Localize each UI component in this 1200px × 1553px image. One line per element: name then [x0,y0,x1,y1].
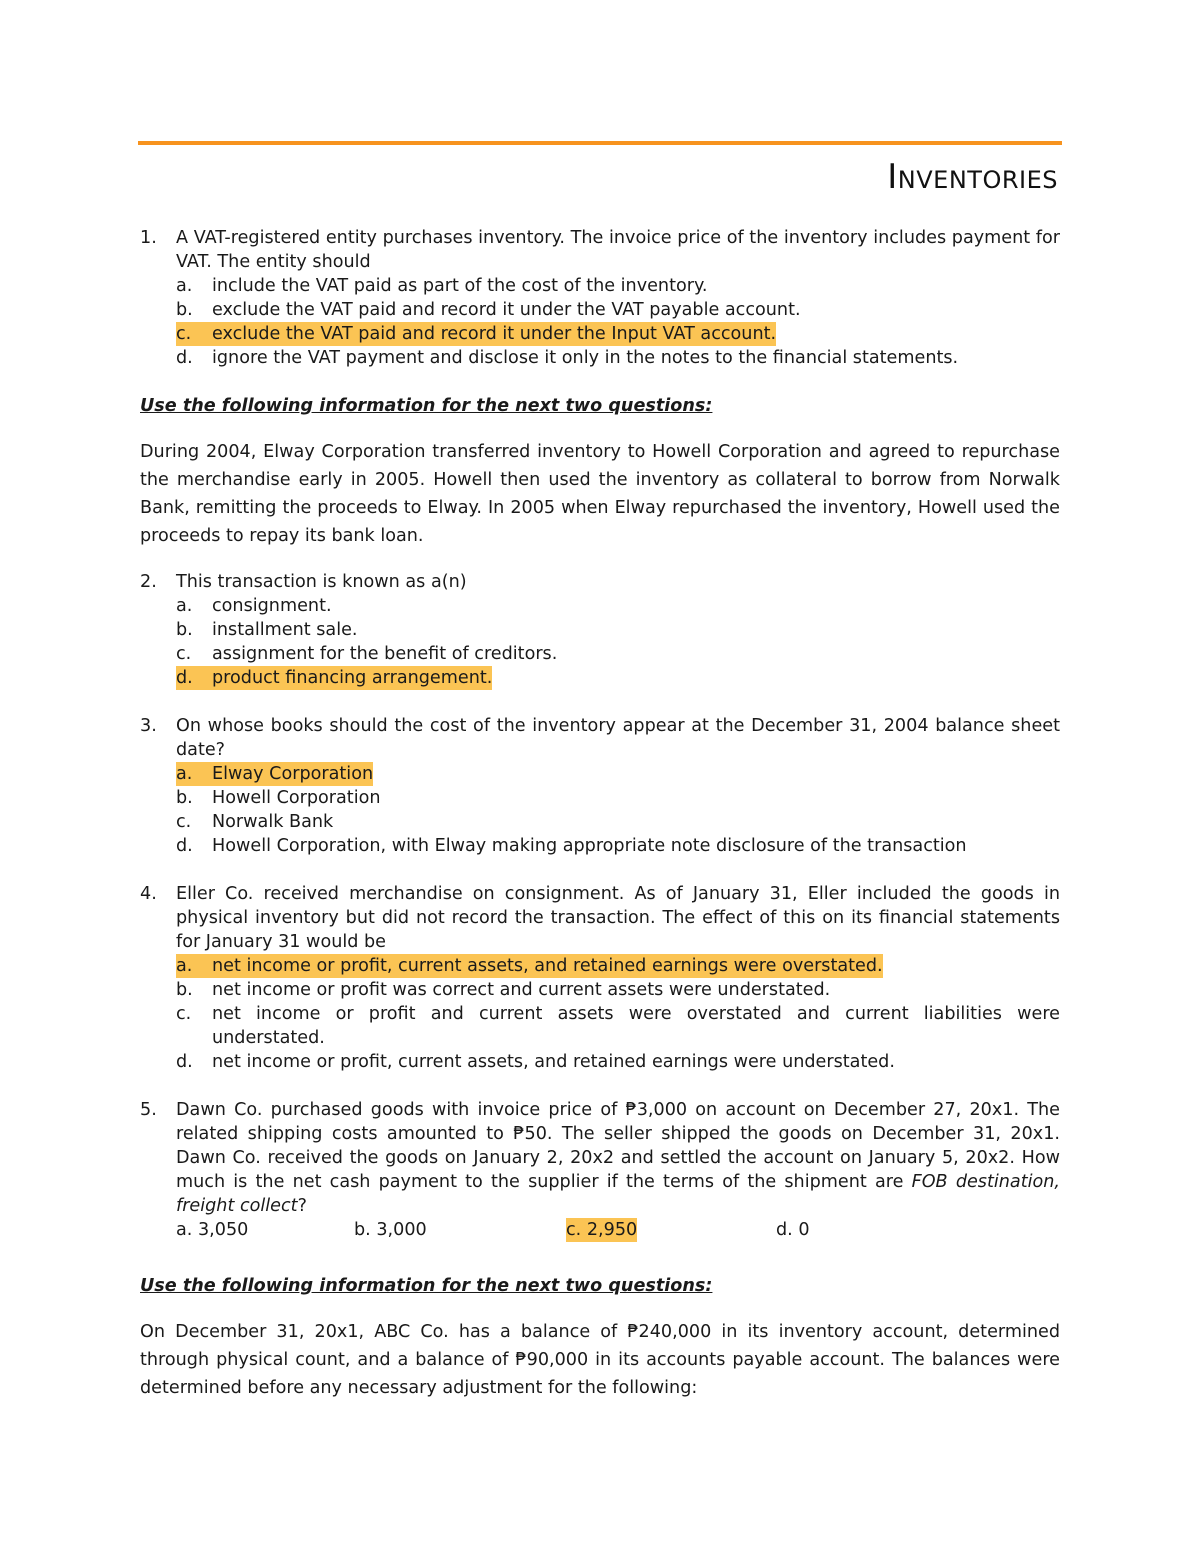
question-stem [176,1098,1060,1218]
option-text: installment sale. [212,620,358,640]
option-text: exclude the VAT paid and record it under the VAT payable account. [212,300,801,320]
question-number: 5. [140,1100,157,1120]
option-text: Elway Corporation [212,764,374,784]
option-text: assignment for the benefit of creditors. [212,644,558,664]
option-a-highlighted [176,954,1060,978]
page-title: Inventories [887,157,1058,197]
section-heading: Use the following information for the next two questions: [140,1276,713,1296]
option-c-highlighted [176,322,1060,346]
option-letter: d. [176,836,193,856]
question-stem: Eller Co. received merchandise on consignment. As of January 31, Eller included the goods in physical inventory but did not record the transaction. The effect of this on its financial statements for January 31 would be [176,884,1060,952]
section-heading: Use the following information for the next two questions: [140,396,713,416]
answer-a: a. 3,050 [176,1220,249,1240]
option-letter: a. [176,956,193,976]
question-number: 2. [140,572,157,592]
option-text: net income or profit, current assets, and retained earnings were understated. [212,1052,895,1072]
option-d [176,1050,1060,1074]
section-paragraph: During 2004, Elway Corporation transferred inventory to Howell Corporation and agreed to repurchase the merchandise early in 2005. Howell then used the inventory as collateral to borrow from Norwalk Bank, remitting the proceeds to Elway. In 2005 when Elway repurchased the inventory, Howell used the proceeds to repay its bank loan. [140,442,1060,546]
question-1 [140,226,1060,370]
option-text: Howell Corporation [212,788,381,808]
option-c [176,642,1060,666]
option-d-highlighted [176,666,1060,690]
option-text: net income or profit, current assets, and retained earnings were overstated. [212,956,883,976]
option-letter: c. [176,812,192,832]
option-letter: b. [176,980,193,1000]
option-text: net income or profit and current assets were overstated and current liabilities were understated. [212,1004,1060,1048]
content [140,226,1060,1402]
option-letter: a. [176,276,193,296]
option-b [176,786,1060,810]
header-rule [138,141,1062,145]
option-d [176,834,1060,858]
option-d [176,346,1060,370]
option-letter: a. [176,764,193,784]
option-text: Norwalk Bank [212,812,334,832]
question-stem: On whose books should the cost of the inventory appear at the December 31, 2004 balance sheet date? [176,716,1060,760]
option-c [176,810,1060,834]
question-number: 1. [140,228,157,248]
option-letter: b. [176,300,193,320]
option-b [176,618,1060,642]
question-stem: This transaction is known as a(n) [176,572,467,592]
question-number: 4. [140,884,157,904]
option-a [176,274,1060,298]
question-stem: A VAT-registered entity purchases inventory. The invoice price of the inventory includes payment for VAT. The entity should [176,228,1060,272]
question-number: 3. [140,716,157,736]
option-letter: c. [176,1004,192,1024]
answer-b: b. 3,000 [354,1220,427,1240]
answer-c-highlighted: c. 2,950 [566,1220,638,1240]
stem-italic-terms: FOB destination, freight collect [176,1172,1060,1216]
answer-d: d. 0 [776,1220,810,1240]
option-text: consignment. [212,596,332,616]
option-a [176,594,1060,618]
question-5 [140,1098,1060,1242]
stem-text: Dawn Co. purchased goods with invoice price of ₱3,000 on account on December 27, 20x1. The related shipping costs amounted to ₱50. The seller shipped the goods on December 31, 20x1. Dawn Co. received the goods on January 2, 20x2 and settled the account on January 5, 20x2. How much is the net cash payment to the supplier if the terms of the shipment are [176,1100,1060,1192]
stem-end: ? [297,1196,307,1216]
option-letter: c. [176,324,192,344]
option-letter: d. [176,348,193,368]
option-a-highlighted [176,762,1060,786]
answer-row [176,1218,1060,1242]
option-b [176,298,1060,322]
option-letter: d. [176,1052,193,1072]
option-letter: a. [176,596,193,616]
option-letter: c. [176,644,192,664]
question-2 [140,570,1060,690]
option-b [176,978,1060,1002]
option-text: net income or profit was correct and current assets were understated. [212,980,831,1000]
option-text: Howell Corporation, with Elway making appropriate note disclosure of the transaction [212,836,967,856]
option-letter: b. [176,620,193,640]
option-text: ignore the VAT payment and disclose it only in the notes to the financial statements. [212,348,959,368]
option-letter: b. [176,788,193,808]
question-4 [140,882,1060,1074]
option-letter: d. [176,668,193,688]
option-c [176,1002,1060,1050]
option-text: include the VAT paid as part of the cost of the inventory. [212,276,708,296]
option-text: exclude the VAT paid and record it under the Input VAT account. [212,324,777,344]
question-3 [140,714,1060,858]
option-text: product financing arrangement. [212,668,493,688]
section-paragraph: On December 31, 20x1, ABC Co. has a balance of ₱240,000 in its inventory account, determined through physical count, and a balance of ₱90,000 in its accounts payable account. The balances were determined before any necessary adjustment for the following: [140,1322,1060,1398]
